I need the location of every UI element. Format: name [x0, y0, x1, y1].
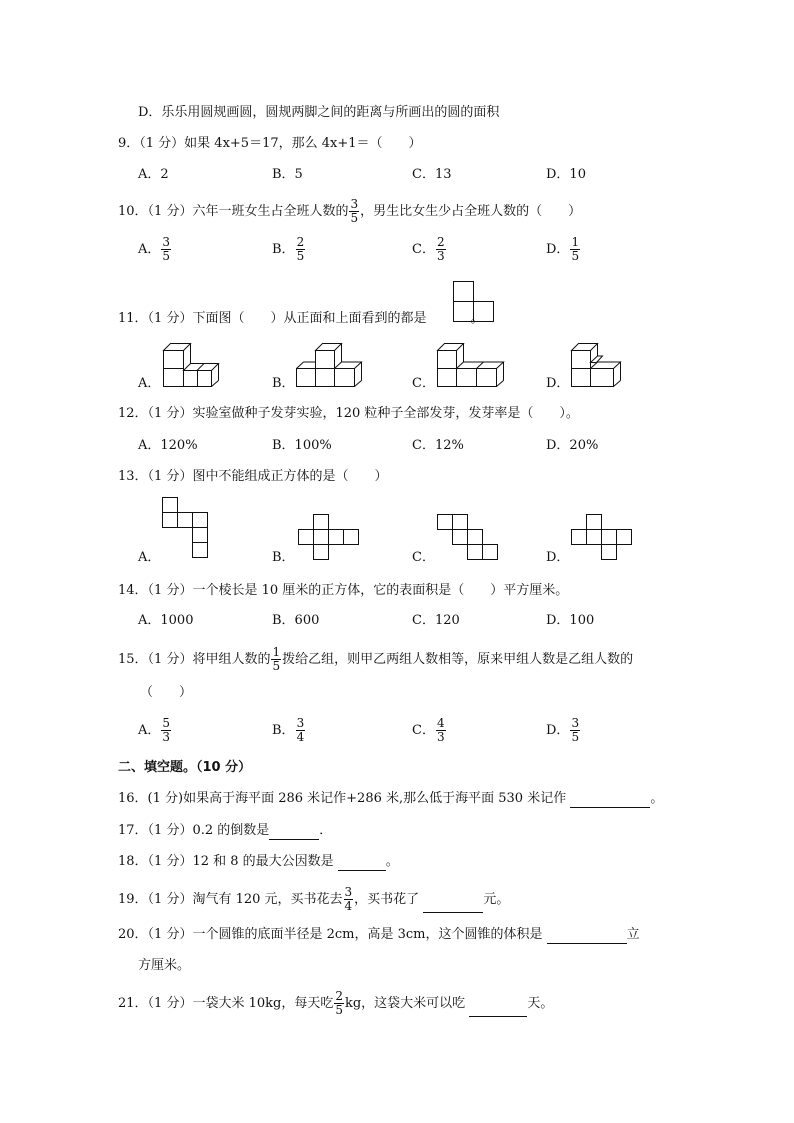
q14-option-c: C．120: [412, 613, 460, 628]
q11-stem-post: 。: [470, 311, 484, 326]
q20-stem-text: 20．（1 分）一个圆锥的底面半径是 2cm，高是 3cm，这个圆锥的体积是: [118, 927, 543, 942]
q20-answer-blank[interactable]: [547, 929, 627, 944]
q19-stem: [118, 886, 509, 913]
q13-net-d: [571, 514, 635, 562]
q21-stem-pre: 21．（1 分）一袋大米 10kg，每天吃: [118, 996, 334, 1011]
q18-stem: [118, 853, 399, 871]
option-fraction: [296, 717, 306, 744]
frac-den: 5: [296, 249, 305, 263]
q12-option-a: A．120%: [138, 438, 198, 453]
q19-stem-mid: ，买书花了: [354, 892, 420, 907]
q19-answer-blank[interactable]: [423, 898, 483, 913]
frac-num: 3: [296, 716, 305, 730]
q15-option-b: [272, 717, 306, 744]
q10-option-b: [272, 236, 306, 263]
q14-stem: 14．（1 分）一个棱长是 10 厘米的正方体，它的表面积是（ ）平方厘米。: [118, 583, 569, 598]
q11-figure-c: [436, 340, 508, 388]
q18-stem-text: 18．（1 分）12 和 8 的最大公因数是: [118, 854, 334, 869]
q21-frac-num: 2: [335, 989, 343, 1003]
q13-net-b: [298, 514, 362, 562]
q11-option-a: A．: [138, 376, 161, 391]
q18-answer-blank[interactable]: [338, 856, 386, 871]
option-letter: D．: [546, 723, 570, 738]
q16-answer-blank[interactable]: [570, 793, 650, 808]
q18-end: 。: [385, 854, 399, 869]
q10-stem: [118, 198, 581, 225]
q19-frac-den: 4: [344, 899, 353, 913]
q21-stem: [118, 990, 553, 1017]
q15-stem-cont: （ ）: [140, 685, 193, 700]
option-letter: A．: [138, 242, 161, 257]
frac-num: 2: [436, 235, 445, 249]
option-fraction: [161, 717, 171, 744]
frac-den: 3: [162, 730, 171, 744]
q10-option-d: [546, 236, 581, 263]
q11-stem-pre: 11．（1 分）下面图（ ）从正面和上面看到的都是: [118, 311, 427, 326]
frac-num: 3: [571, 716, 580, 730]
q19-end: 元。: [483, 892, 510, 907]
option-letter: C．: [412, 242, 435, 257]
option-letter: B．: [272, 242, 295, 257]
q10-stem-post: ，男生比女生少占全班人数的（ ）: [360, 204, 582, 219]
q12-option-c: C．12%: [412, 438, 464, 453]
q14-option-a: A．1000: [138, 613, 194, 628]
option-fraction: [436, 717, 446, 744]
q13-option-b: B．: [272, 550, 295, 565]
q10-fraction: [349, 198, 359, 225]
q11-figure-d: [570, 340, 626, 388]
frac-den: 5: [571, 730, 580, 744]
q19-stem-pre: 19．（1 分）淘气有 120 元，买书花去: [118, 892, 343, 907]
frac-den: 5: [571, 249, 580, 263]
q15-frac-num: 1: [272, 645, 281, 659]
q13-net-c: [437, 514, 503, 562]
q17-stem: [118, 822, 332, 840]
q10-frac-num: 3: [350, 197, 359, 211]
q11-stem: [118, 310, 483, 328]
q10-option-c: [412, 236, 447, 263]
frac-den: 4: [296, 730, 305, 744]
frac-num: 4: [436, 716, 445, 730]
q16-end: 。: [650, 791, 664, 806]
option-fraction: [436, 236, 446, 263]
option-letter: B．: [272, 723, 295, 738]
q16-stem-text: 16．(1 分)如果高于海平面 286 米记作+286 米,那么低于海平面 530 米记作: [118, 791, 567, 806]
q12-stem: 12．（1 分）实验室做种子发芽实验，120 粒种子全部发芽，发芽率是（ ）。: [118, 406, 579, 421]
q17-stem-text: 17．（1 分）0.2 的倒数是: [118, 823, 270, 838]
q9-option-c: C．13: [412, 167, 452, 182]
frac-num: 1: [571, 235, 580, 249]
q12-option-b: B．100%: [272, 438, 332, 453]
q15-frac-den: 5: [272, 659, 281, 673]
frac-den: 3: [436, 249, 445, 263]
q13-option-d: D．: [546, 550, 570, 565]
frac-num: 2: [296, 235, 305, 249]
q11-option-c: C．: [412, 376, 435, 391]
q15-stem-pre: 15．（1 分）将甲组人数的: [118, 652, 271, 667]
q15-option-d: [546, 717, 581, 744]
frac-den: 3: [436, 730, 445, 744]
q10-option-a: [138, 236, 172, 263]
q15-option-a: [138, 717, 172, 744]
q17-answer-blank[interactable]: [269, 825, 319, 840]
q12-option-d: D．20%: [546, 438, 599, 453]
q13-option-c: C．: [412, 550, 435, 565]
option-letter: D．: [546, 242, 570, 257]
option-letter: A．: [138, 723, 161, 738]
option-fraction: [570, 717, 580, 744]
q9-option-a: A．2: [138, 167, 169, 182]
q8-option-d: D．乐乐用圆规画圆，圆规两脚之间的距离与所画出的圆的面积: [138, 105, 500, 120]
q14-option-d: D．100: [546, 613, 595, 628]
q10-stem-pre: 10．（1 分）六年一班女生占全班人数的: [118, 204, 349, 219]
q13-net-a: [162, 497, 212, 563]
q21-fraction: [334, 990, 344, 1017]
q15-option-c: [412, 717, 447, 744]
q11-figure-b: [295, 340, 365, 388]
q20-stem: [118, 926, 640, 944]
option-fraction: [296, 236, 306, 263]
q19-fraction: [344, 886, 354, 913]
frac-num: 5: [162, 716, 171, 730]
q15-fraction: [271, 646, 281, 673]
q21-stem-mid: kg，这袋大米可以吃: [344, 996, 466, 1011]
frac-num: 3: [162, 235, 171, 249]
q15-stem: [118, 646, 633, 673]
q20-end: 立: [626, 927, 640, 942]
q13-stem: 13．（1 分）图中不能组成正方体的是（ ）: [118, 469, 388, 484]
q21-frac-den: 5: [335, 1003, 343, 1017]
q9-stem: 9．（1 分）如果 4x+5＝17，那么 4x+1＝（ ）: [118, 136, 422, 151]
frac-den: 5: [162, 249, 171, 263]
q15-stem-post: 拨给乙组，则甲乙两组人数相等，原来甲组人数是乙组人数的: [282, 652, 634, 667]
q21-answer-blank[interactable]: [469, 1002, 527, 1017]
q21-end: 天。: [527, 996, 554, 1011]
q13-option-a: A．: [138, 550, 161, 565]
q14-option-b: B．600: [272, 613, 320, 628]
q16-stem: [118, 790, 663, 808]
q19-frac-num: 3: [344, 885, 353, 899]
option-fraction: [570, 236, 580, 263]
option-fraction: [161, 236, 171, 263]
q20-stem-cont: 方厘米。: [138, 958, 191, 973]
q11-option-b: B．: [272, 376, 295, 391]
option-letter: C．: [412, 723, 435, 738]
section-heading-fill-in: 二、填空题。（10 分）: [118, 760, 252, 775]
q17-end: ．: [319, 823, 333, 838]
q11-view-figure: [453, 281, 497, 323]
q9-option-d: D．10: [546, 167, 586, 182]
q11-option-d: D．: [546, 376, 570, 391]
q10-frac-den: 5: [350, 211, 359, 225]
q11-figure-a: [160, 340, 222, 388]
q9-option-b: B．5: [272, 167, 303, 182]
